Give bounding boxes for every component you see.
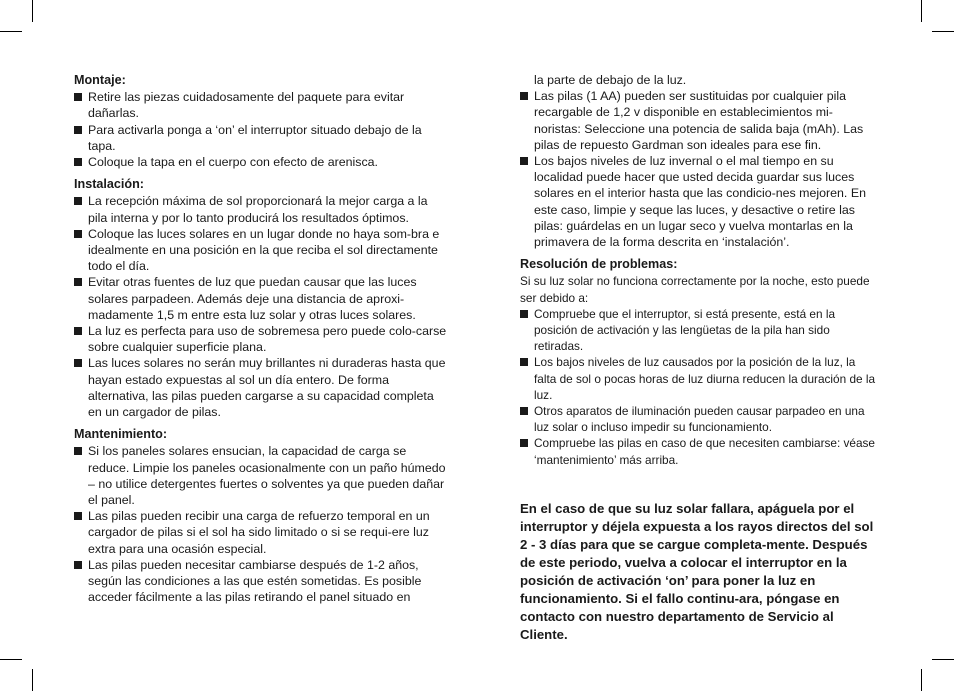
heading-instalacion: Instalación: xyxy=(74,177,144,192)
section-montaje xyxy=(74,72,448,170)
list-resolucion xyxy=(520,306,878,468)
list-item: Las pilas pueden necesitar cambiarse después de 1-2 años, según las condiciones a las que estén sometidas. Es posible acceder fácilmente a las pilas retirando el panel situado en xyxy=(74,557,448,606)
section-instalacion xyxy=(74,176,448,420)
bullet-icon xyxy=(74,197,82,205)
list-item: Los bajos niveles de luz causados por la posición de la luz, la falta de sol o pocas horas de luz diurna reducen la duración de la luz. xyxy=(520,354,878,403)
list-item: Otros aparatos de iluminación pueden causar parpadeo en una luz solar o incluso impedir su funcionamiento. xyxy=(520,403,878,435)
bullet-icon xyxy=(74,230,82,238)
section-mantenimiento xyxy=(74,426,448,605)
crop-mark-br-v xyxy=(921,669,922,691)
bullet-icon xyxy=(520,358,528,366)
final-notice: En el caso de que su luz solar fallara, apáguela por el interruptor y déjela expuesta a los rayos directos del sol 2 - 3 días para que se cargue completa-mente. Después de este periodo, vuelva a colocar el interruptor en la posición de activación ‘on’ para poner la luz en funcionamiento. Si el fallo continu-ara, póngase en contacto con nuestro departamento de Servicio al Cliente. xyxy=(520,500,874,642)
heading-resolucion: Resolución de problemas: xyxy=(520,257,678,272)
bullet-icon xyxy=(74,512,82,520)
bullet-icon xyxy=(74,93,82,101)
crop-mark-tr-h xyxy=(932,31,954,32)
crop-mark-bl-v xyxy=(32,669,33,691)
crop-mark-br-h xyxy=(932,659,954,660)
resolucion-intro: Si su luz solar no funciona correctamente por la noche, esto puede ser debido a: xyxy=(520,274,870,305)
list-item: Coloque las luces solares en un lugar donde no haya som-bra e idealmente en una posición en la que reciba el sol directamente todo el día. xyxy=(74,226,448,275)
bullet-icon xyxy=(520,439,528,447)
list-instalacion xyxy=(74,193,448,420)
list-item: Evitar otras fuentes de luz que puedan causar que las luces solares parpadeen. Además deje una distancia de aproxi-madamente 1,5 m entre esta luz solar y otras luces solares. xyxy=(74,274,448,323)
bullet-icon xyxy=(74,158,82,166)
crop-mark-tl-h xyxy=(0,31,22,32)
list-item: Las pilas pueden recibir una carga de refuerzo temporal en un cargador de pilas si el sol ha sido limitado o si se requi-ere luz extra para una ocasión especial. xyxy=(74,508,448,557)
list-item: Las luces solares no serán muy brillantes ni duraderas hasta que hayan estado expuestas al sol un día entero. De forma alternativa, las pilas pueden cargarse a su capacidad completa en un cargador de pilas. xyxy=(74,355,448,420)
bullet-icon xyxy=(74,561,82,569)
list-item: Compruebe las pilas en caso de que necesiten cambiarse: véase ‘mantenimiento’ más arriba. xyxy=(520,435,878,467)
continued-text: la parte de debajo de la luz. xyxy=(534,73,687,87)
bullet-icon xyxy=(520,310,528,318)
section-resolucion xyxy=(520,256,878,468)
list-item: Para activarla ponga a ‘on’ el interruptor situado debajo de la tapa. xyxy=(74,122,448,154)
list-mantenimiento xyxy=(74,443,448,605)
list-maintenance-continued xyxy=(520,88,878,250)
list-item: La luz es perfecta para uso de sobremesa pero puede colo-carse sobre cualquier superficie plana. xyxy=(74,323,448,355)
list-item: Coloque la tapa en el cuerpo con efecto de arenisca. xyxy=(74,154,448,170)
list-item: Los bajos niveles de luz invernal o el mal tiempo en su localidad puede hacer que usted decida guardar sus luces solares en el interior hasta que las condicio-nes mejoren. En este caso, limpie y seque las luces, y desactive o retire las pilas: guárdelas en un lugar seco y vuelva montarlas en la primavera de la forma descrita en ‘instalación’. xyxy=(520,153,878,250)
bullet-icon xyxy=(520,92,528,100)
bullet-icon xyxy=(74,126,82,134)
list-item: Compruebe que el interruptor, si está presente, está en la posición de activación y las lengüetas de la pila han sido retiradas. xyxy=(520,306,878,355)
left-column xyxy=(74,72,448,612)
crop-mark-bl-h xyxy=(0,659,22,660)
crop-mark-tr-v xyxy=(921,0,922,22)
bullet-icon xyxy=(520,157,528,165)
bullet-icon xyxy=(74,359,82,367)
heading-montaje: Montaje: xyxy=(74,73,126,87)
heading-mantenimiento: Mantenimiento: xyxy=(74,427,168,442)
bullet-icon xyxy=(74,327,82,335)
list-item: Retire las piezas cuidadosamente del paquete para evitar dañarlas. xyxy=(74,89,448,121)
bullet-icon xyxy=(74,278,82,286)
bullet-icon xyxy=(74,447,82,455)
crop-mark-tl-v xyxy=(32,0,33,22)
list-item: Si los paneles solares ensucian, la capacidad de carga se reduce. Limpie los paneles ocasionalmente con un paño húmedo – no utilice detergentes fuertes o solventes ya que pueden dañar el panel. xyxy=(74,443,448,508)
list-item: La recepción máxima de sol proporcionará la mejor carga a la pila interna y por lo tanto producirá los resultados óptimos. xyxy=(74,193,448,225)
right-column xyxy=(520,72,878,657)
list-montaje xyxy=(74,89,448,170)
list-item: Las pilas (1 AA) pueden ser sustituidas por cualquier pila recargable de 1,2 v disponible en establecimientos mi-noristas: Seleccione una potencia de salida baja (mAh). Las pilas de repuesto Gardman son ideales para ese fin. xyxy=(520,88,878,153)
bullet-icon xyxy=(520,407,528,415)
